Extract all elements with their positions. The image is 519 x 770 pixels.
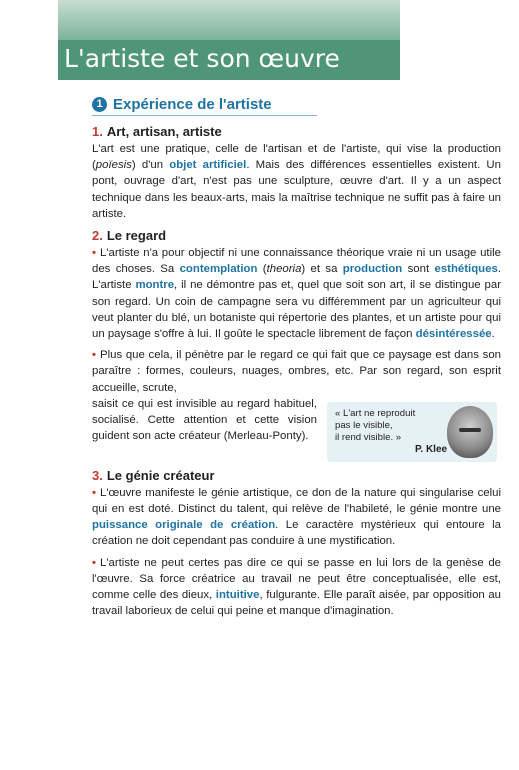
part-2-title: Le regard [106,228,167,244]
keyword-production: production [342,263,403,276]
part-2-paragraph-a: • L'artiste n'a pour objectif ni une connaissance théorique vraie ni un usage utile des choses. Sa contemplation (theoria) et sa production sont esthétiques. L'artiste montre, il ne démontre pas et, quel que soit son art, il se distingue par son regard. Un coin de campagne sera vu différemment par un agriculteur qui veut planter du blé, un botaniste qui répertorie des plantes, et un artiste pour qui un paysage s'offre à lui. Il goûte le spectacle librement de façon désintéressée. [92,247,501,341]
part-3-heading [92,468,501,483]
part-3-paragraph-b: • L'artiste ne peut certes pas dire ce qui se passe en lui lors de la genèse de l'œuvre. Sa force créatrice au travail ne peut être conceptualisée, elle est, comme celle des dieux, intuitive, fulgurante. Elle paraît aisée, par opposition au travail laborieux de celui qui peine et manque d'imagination. [92,556,501,618]
part-3-title: Le génie créateur [106,467,215,483]
part-2-paragraph-b-continued: saisit ce qui est invisible au regard habituel, socialisé. Cette attention et cette vision guident son acte créateur (Merleau-Ponty). [92,397,317,443]
section-heading [92,96,317,116]
part-3-number: 3. [92,467,103,483]
quote-text: « L'art ne reproduit pas le visible, il rend visible. » [335,407,416,443]
part-2-heading [92,228,501,243]
chapter-title: L'artiste et son œuvre [64,44,340,73]
section-title: Expérience de l'artiste [113,96,272,113]
bullet-icon: • [92,556,96,569]
keyword-contemplation: contemplation [179,263,258,276]
bullet-icon: • [92,247,96,260]
part-1-heading [92,124,501,139]
section-number-badge: 1 [92,97,107,112]
main-content [92,96,501,624]
keyword-objet-artificiel: objet artificiel [169,159,247,172]
banner-background-top [58,0,400,40]
quote-author: P. Klee [415,443,448,455]
quote-row [92,396,501,462]
keyword-puissance-originale: puissance originale de création [92,519,276,532]
keyword-esthetiques: esthétiques [434,263,498,276]
part-3-paragraph-a: • L'œuvre manifeste le génie artistique, ce don de la nature qui singularise celui qui en est doté. Distinct du talent, qui relève de l'habileté, le génie montre une puissance originale de création. Le caractère mystérieux qui entoure la création ne doit cependant pas conduire à une mystification. [92,486,502,548]
part-2-paragraph-b: • Plus que cela, il pénètre par le regard ce qui fait que ce paysage est dans son paraître : formes, couleurs, nuages, ombres, etc. Par son regard, son esprit accueille, scrute, [92,349,501,394]
part-1-number: 1. [92,124,103,139]
bullet-icon: • [92,349,96,362]
quote-box [327,402,497,462]
part-2-number: 2. [92,228,103,244]
bullet-icon: • [92,486,96,499]
part-1-title: Art, artisan, artiste [106,124,222,139]
keyword-desinteressee: désintéressée [415,328,492,341]
keyword-montre: montre [135,279,175,292]
chapter-banner [58,40,400,80]
part-1-paragraph: L'art est une pratique, celle de l'artisan et de l'artiste, qui vise la production (poïesis) d'un objet artificiel. Mais des différences essentielles existent. Un pont, ouvrage d'art, n'est pas une sculpture, œuvre d'art. Il y a un aspect technique dans les beaux-arts, mais la maîtrise technique ne suffit pas à faire un artiste. [92,143,501,220]
keyword-intuitive: intuitive [215,589,260,602]
author-portrait-image [447,406,493,458]
